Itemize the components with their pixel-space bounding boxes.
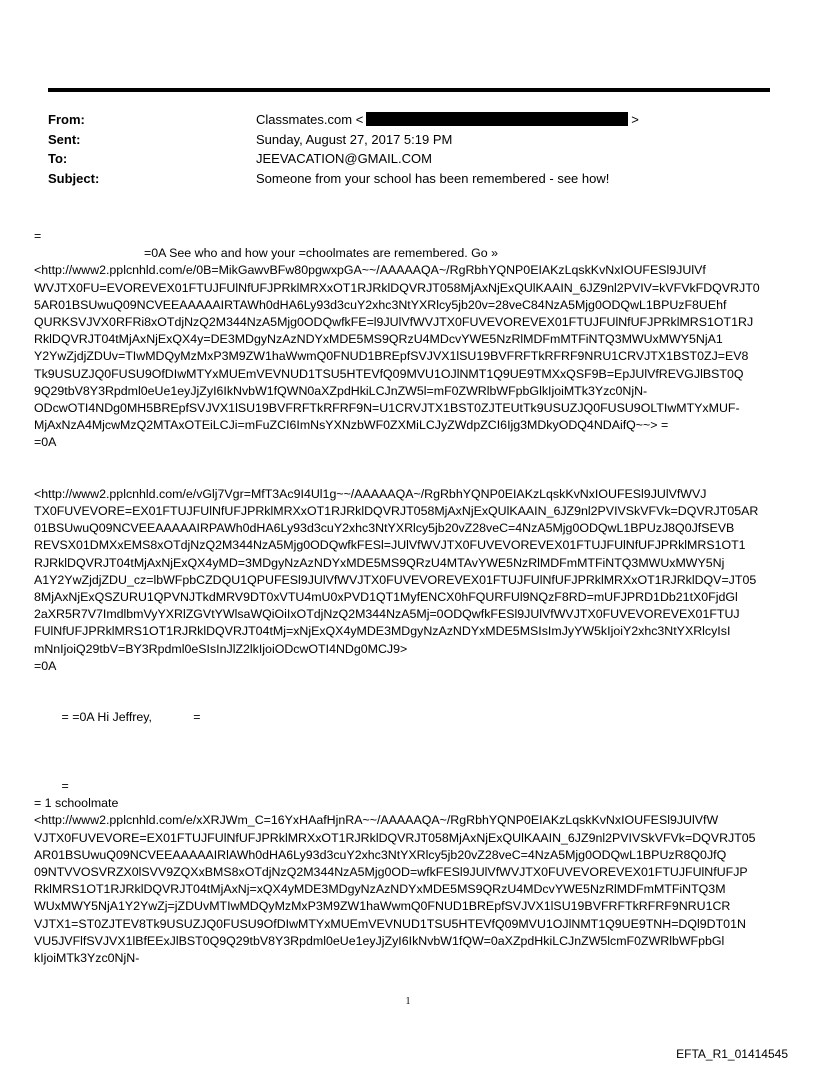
- body-line: kIjoiMTk3Yzc0NjN-: [34, 950, 140, 965]
- body-line: 8MjAxNjExQSZURU1QPVNJTkdMRV9DT0xVTU4mU0xPVD1QT1MyfENCX0hFQURFUl9NQzF8RD=mUFJPRD1Db21tX0FjdGl: [34, 589, 738, 604]
- sent-label: Sent:: [48, 131, 81, 147]
- body-line: [34, 675, 784, 692]
- body-line: A1Y2YwZjdjZDU_cz=lbWFpbCZDQU1QPUFESl9JUlVfWVJTX0FUVEVOREVEX01FTUJFUlNfUFJPRklMRXxOT1RJRklDQV=JT05: [34, 572, 757, 587]
- from-row: [48, 110, 768, 130]
- body-line: RJRklDQVRJT04tMjAxNjExQX4yMD=3MDgyNzAzNDYxMDE5MS9QRzU4MTAvYWE5NzRlMDFmMTFiNTQ3MWUxMWY5Nj: [34, 555, 725, 570]
- body-line: mNnIjoiQ29tbV=BY3Rpdml0eSIsInJlZ2lkIjoiODcwOTI4NDg0MCJ9>: [34, 641, 408, 656]
- body-line: WVJTX0FU=EVOREVEX01FTUJFUlNfUFJPRklMRXxOT1RJRklDQVRJT058MjAxNjExQUlKAAIN_6JZ9nl2PVIV=kVFVkFDQVRJT0: [34, 280, 760, 295]
- body-line: VU5JVFlfSVJVX1lBfEExJlBST0Q9Q29tbV8Y3Rpdml0eUe1eyJjZyI6IkNvbW1fQW=0aXZpdHkiLCJnZW5lcmF0ZWRlbWFpbGl: [34, 933, 725, 948]
- body-line: RklDQVRJT04tMjAxNjExQX4y=DE3MDgyNzAzNDYxMDE5MS9QRzU4MDcvYWE5NzRlMDFmMTFiNTQ3MWUxMWY5NjA1: [34, 332, 723, 347]
- body-line: 01BSUwuQ09NCVEEAAAAAIRPAWh0dHA6Ly93d3cuY2xhc3NtYXRlcy5jb20vZ28veC=4NzA5Mjg0ODQwL1BPUzJ8Q0JfSEVB: [34, 521, 735, 536]
- body-line: [34, 469, 784, 486]
- sent-row: [48, 130, 768, 150]
- body-line: =: [34, 229, 42, 243]
- email-header: [48, 110, 768, 188]
- body-line: [34, 726, 784, 743]
- body-line: ODcwOTI4NDg0MH5BREpfSVJVX1lSU19BVFRFTkRFRF9N=U1CRVJTX1BST0ZJTEUtTk9USUZJQ0FUSU9OLTIwMTYxMUF-: [34, 400, 740, 415]
- body-line: =0A See who and how your =choolmates are remembered. Go »: [144, 246, 499, 261]
- body-line: TX0FUVEVORE=EX01FTUJFUlNfUFJPRklMRXxOT1RJRklDQVRJT058MjAxNjExQUlKAAIN_6JZ9nl2PVIVSkVFVk=DQVRJT05AR: [34, 504, 759, 518]
- body-line: FUlNfUFJPRklMRS1OT1RJRklDQVRJT04tMj=xNjExQX4yMDE3MDgyNzAzNDYxMDE5MSIsImJyYW5kIjoiY2xhc3NtYXRlcyIsI: [34, 624, 731, 639]
- body-line: [34, 451, 784, 468]
- body-line: = =0A Hi Jeffrey, =: [34, 710, 201, 725]
- body-line: 2aXR5R7V7ImdlbmVyYXRlZGVtYWlsaWQiOiIxOTdjNzQ2M344NzA5Mj=0ODQwfkFESl9JUlVfWVJTX0FUVEVOREVEX01FTUJ: [34, 607, 740, 622]
- body-line: Tk9USUZJQ0FUSU9OfDIwMTYxMUEmVEVNUD1TSU5HTEVfQ09MVU1OJlNMT1Q9UE9TMXxQSF9B=EpJUlVfREVGJlBST0Q: [34, 366, 744, 381]
- body-line: [34, 761, 784, 778]
- body-line: VJTX0FUVEVORE=EX01FTUJFUlNfUFJPRklMRXxOT1RJRklDQVRJT058MjAxNjExQUlKAAIN_6JZ9nl2PVIVSkVFVk=DQVRJT05: [34, 830, 756, 845]
- body-line: =0A: [34, 658, 57, 673]
- body-line: 5AR01BSUwuQ09NCVEEAAAAAIRTAWh0dHA6Ly93d3cuY2xhc3NtYXRlcy5jb20v=28veC84NzA5Mjg0ODQwL1BPUzF8UEhf: [34, 297, 727, 312]
- body-line: = 1 schoolmate: [34, 796, 119, 811]
- from-label: From:: [48, 112, 85, 127]
- bates-number: EFTA_R1_01414545: [676, 1047, 788, 1061]
- body-line: <http://www2.pplcnhld.com/e/0B=MikGawvBFw80pgwxpGA~~/AAAAAQA~/RgRbhYQNP0EIAKzLqskKvNxIOUFESl9JUlVf: [34, 263, 706, 278]
- body-line: =0A: [34, 435, 57, 450]
- subject-value: Someone from your school has been remembered - see how!: [256, 170, 610, 186]
- body-line: MjAxNzA4MjcwMzQ2MTAxOTEiLCJi=mFuZCI6ImNsYXNzbWF0ZXMiLCJyZWdpZCI6Ijg3MDkyODQ4NDAifQ~~> =: [34, 418, 669, 433]
- body-line: 09NTVVOSVRZX0lSVV9ZQXxBMS8xOTdjNzQ2M344NzA5Mjg0OD=wfkFESl9JUlVfWVJTX0FUVEVOREVEX01FTUJFUlNfUFJP: [34, 864, 748, 879]
- sent-value: Sunday, August 27, 2017 5:19 PM: [256, 131, 453, 147]
- body-line: RklMRS1OT1RJRklDQVRJT04tMjAxNj=xQX4yMDE3MDgyNzAzNDYxMDE5MS9QRzU4MDcvYWE5NzRlMDFmMTFiNTQ3M: [34, 882, 726, 897]
- body-line: REVSX01DMXxEMS8xOTdjNzQ2M344NzA5Mjg0ODQwfkFESl=JUlVfWVJTX0FUVEVOREVEX01FTUJFUlNfUFJPRklMRS1OT1: [34, 538, 746, 553]
- email-body: [34, 228, 784, 967]
- redaction-box: [366, 112, 628, 126]
- body-line: Y2YwZjdjZDUv=TIwMDQyMzMxP3M9ZW1haWwmQ0FNUD1BREpfSVJVX1lSU19BVFRFTkRFRF9NRU1CRVJTX1BST0ZJ=EV8: [34, 349, 749, 364]
- body-line: WUxMWY5NjA1Y2YwZj=jZDUvMTIwMDQyMzMxP3M9ZW1haWwmQ0FNUD1BREpfSVJVX1lSU19BVFRFTkRFRF9NRU1CR: [34, 899, 731, 914]
- from-value-suffix: >: [631, 112, 639, 127]
- from-value: [256, 110, 639, 130]
- body-line: [34, 744, 784, 761]
- subject-label: Subject:: [48, 170, 100, 186]
- to-label: To:: [48, 151, 68, 166]
- from-value-prefix: Classmates.com <: [256, 112, 364, 127]
- body-line: =: [34, 779, 69, 793]
- body-line: [34, 692, 784, 709]
- body-line: 9Q29tbV8Y3Rpdml0eUe1eyJjZyI6IkNvbW1fQWN0aXZpdHkiLCJnZW5l=mF0ZWRlbWFpbGlkIjoiMTk3Yzc0NjN-: [34, 383, 648, 398]
- subject-row: [48, 169, 768, 189]
- header-rule: [48, 88, 770, 92]
- to-row: [48, 149, 768, 169]
- body-line: VJTX1=ST0ZJTEV8Tk9USUZJQ0FUSU9OfDIwMTYxMUEmVEVNUD1TSU5HTEVfQ09MVU1OJlNMT1Q9UE9TNH=DQl9DT01N: [34, 916, 746, 931]
- body-line: <http://www2.pplcnhld.com/e/xXRJWm_C=16YxHAafHjnRA~~/AAAAAQA~/RgRbhYQNP0EIAKzLqskKvNxIOUFESl9JUlVfW: [34, 813, 719, 828]
- body-line: AR01BSUwuQ09NCVEEAAAAAIRlAWh0dHA6Ly93d3cuY2xhc3NtYXRlcy5jb20vZ28veC=4NzA5Mjg0ODQwL1BPUzR8Q0JfQ: [34, 847, 727, 862]
- to-value: JEEVACATION@GMAIL.COM: [256, 151, 432, 166]
- body-line: <http://www2.pplcnhld.com/e/vGlj7Vgr=MfT3Ac9I4Ul1g~~/AAAAAQA~/RgRbhYQNP0EIAKzLqskKvNxIOUFESl9JUlVfWVJ: [34, 486, 707, 501]
- page-number: 1: [405, 996, 411, 1007]
- body-line: QURKSVJVX0RFRi8xOTdjNzQ2M344NzA5Mjg0ODQwfkFE=l9JUlVfWVJTX0FUVEVOREVEX01FTUJFUlNfUFJPRklMRS1OT1RJ: [34, 314, 754, 329]
